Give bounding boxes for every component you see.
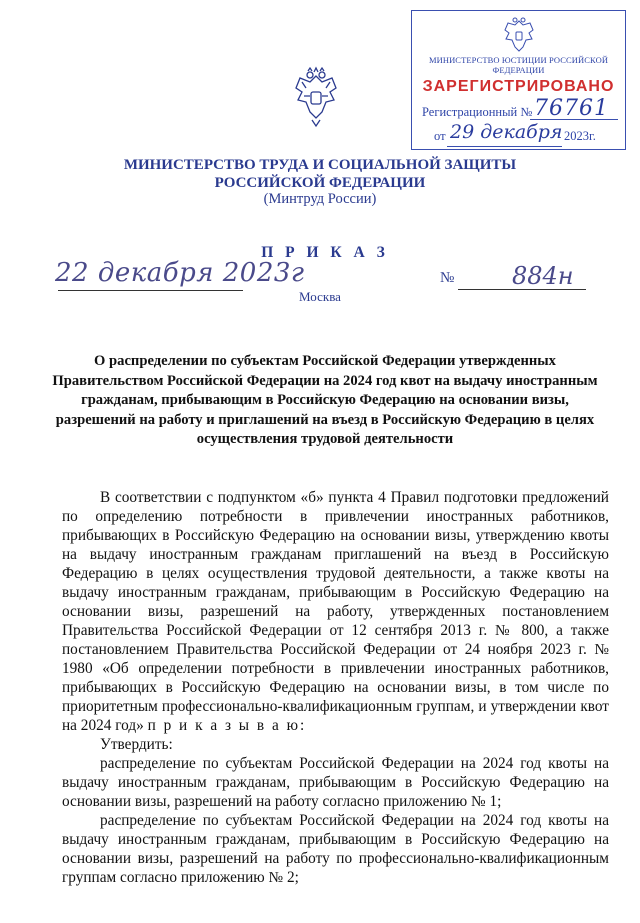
order-number-sign: № <box>440 270 455 286</box>
body-paragraph-3: распределение по субъектам Российской Федерации на 2024 год квоты на выдачу иностранным гражданам, прибывающим в Российскую Федерацию на основании визы, разрешений на работу согласно приложению № 1; <box>62 755 609 810</box>
stamp-date-underline <box>447 146 562 147</box>
stamp-reg-number-label: Регистрационный № <box>422 105 533 119</box>
order-date: 22 декабря 2023г <box>55 258 305 288</box>
stamp-reg-number: 76761 <box>534 96 609 121</box>
stamp-date-value: 29 декабря <box>450 121 563 143</box>
body-paragraph-1-text: В соответствии с подпунктом «б» пункта 4 Правил подготовки предложений по определению потребности в привлечении иностранных работников, прибывающих в Российскую Федерацию на основании визы, утверждению квоты на выдачу иностранным гражданам приглашений на въезд в Российскую Федерацию в целях осуществления трудовой деятельности, а также квоты на выдачу иностранным гражданам, прибывающим в Российскую Федерацию на основании визы, разрешений на работу, утвержденных постановлением Правительства Российской Федерации от 12 сентября 2013 г. № 800, а также постановлением Правительства Российской Федерации от 24 ноября 2023 г. № 1980 «Об определении потребности в привлечении иностранных работников, прибывающих в Российскую Федерацию на основании визы, в том числе по приоритетным профессионально-квалификационным группам, и утверждении квот на 2024 год» <box>62 489 609 734</box>
stamp-registered-label: ЗАРЕГИСТРИРОВАНО <box>422 78 615 95</box>
order-city: Москва <box>299 289 341 304</box>
stamp-ministry-name: МИНИСТЕРСТВО ЮСТИЦИИ РОССИЙСКОЙ ФЕДЕРАЦИИ <box>428 55 609 75</box>
order-number: 884н <box>512 262 574 290</box>
registration-stamp <box>411 10 626 150</box>
body-paragraph-1 <box>62 488 609 735</box>
order-title: О распределении по субъектам Российской Федерации утвержденных Правительством Российской Федерации на 2024 год квот на выдачу иностранным гражданам, прибывающим в Российскую Федерацию на основании визы, разрешений на работу и приглашений на въезд в Российскую Федерацию в целях осуществления трудовой деятельности <box>52 353 598 447</box>
state-emblem-icon <box>290 66 342 128</box>
ministry-name-line-2: РОССИЙСКОЙ ФЕДЕРАЦИИ <box>214 175 426 191</box>
order-body <box>62 488 609 887</box>
body-paragraph-2: Утвердить: <box>100 736 173 753</box>
body-paragraph-4: распределение по субъектам Российской Федерации на 2024 год квоты на выдачу иностранным гражданам, прибывающим в Российскую Федерацию на основании визы, разрешений на работу по профессионально-квалификационным группам согласно приложению № 2; <box>62 812 609 886</box>
stamp-emblem-icon <box>500 15 538 55</box>
ministry-short-name: (Минтруд России) <box>263 191 377 207</box>
ministry-name <box>0 156 640 192</box>
order-directive: п р и к а з ы в а ю: <box>147 717 307 734</box>
document-type: П Р И К А З <box>261 244 389 261</box>
ministry-name-line-1: МИНИСТЕРСТВО ТРУДА И СОЦИАЛЬНОЙ ЗАЩИТЫ <box>123 157 517 173</box>
stamp-date-year: 2023г. <box>564 129 596 143</box>
stamp-number-underline <box>530 119 618 120</box>
stamp-date-label: от <box>434 129 446 143</box>
